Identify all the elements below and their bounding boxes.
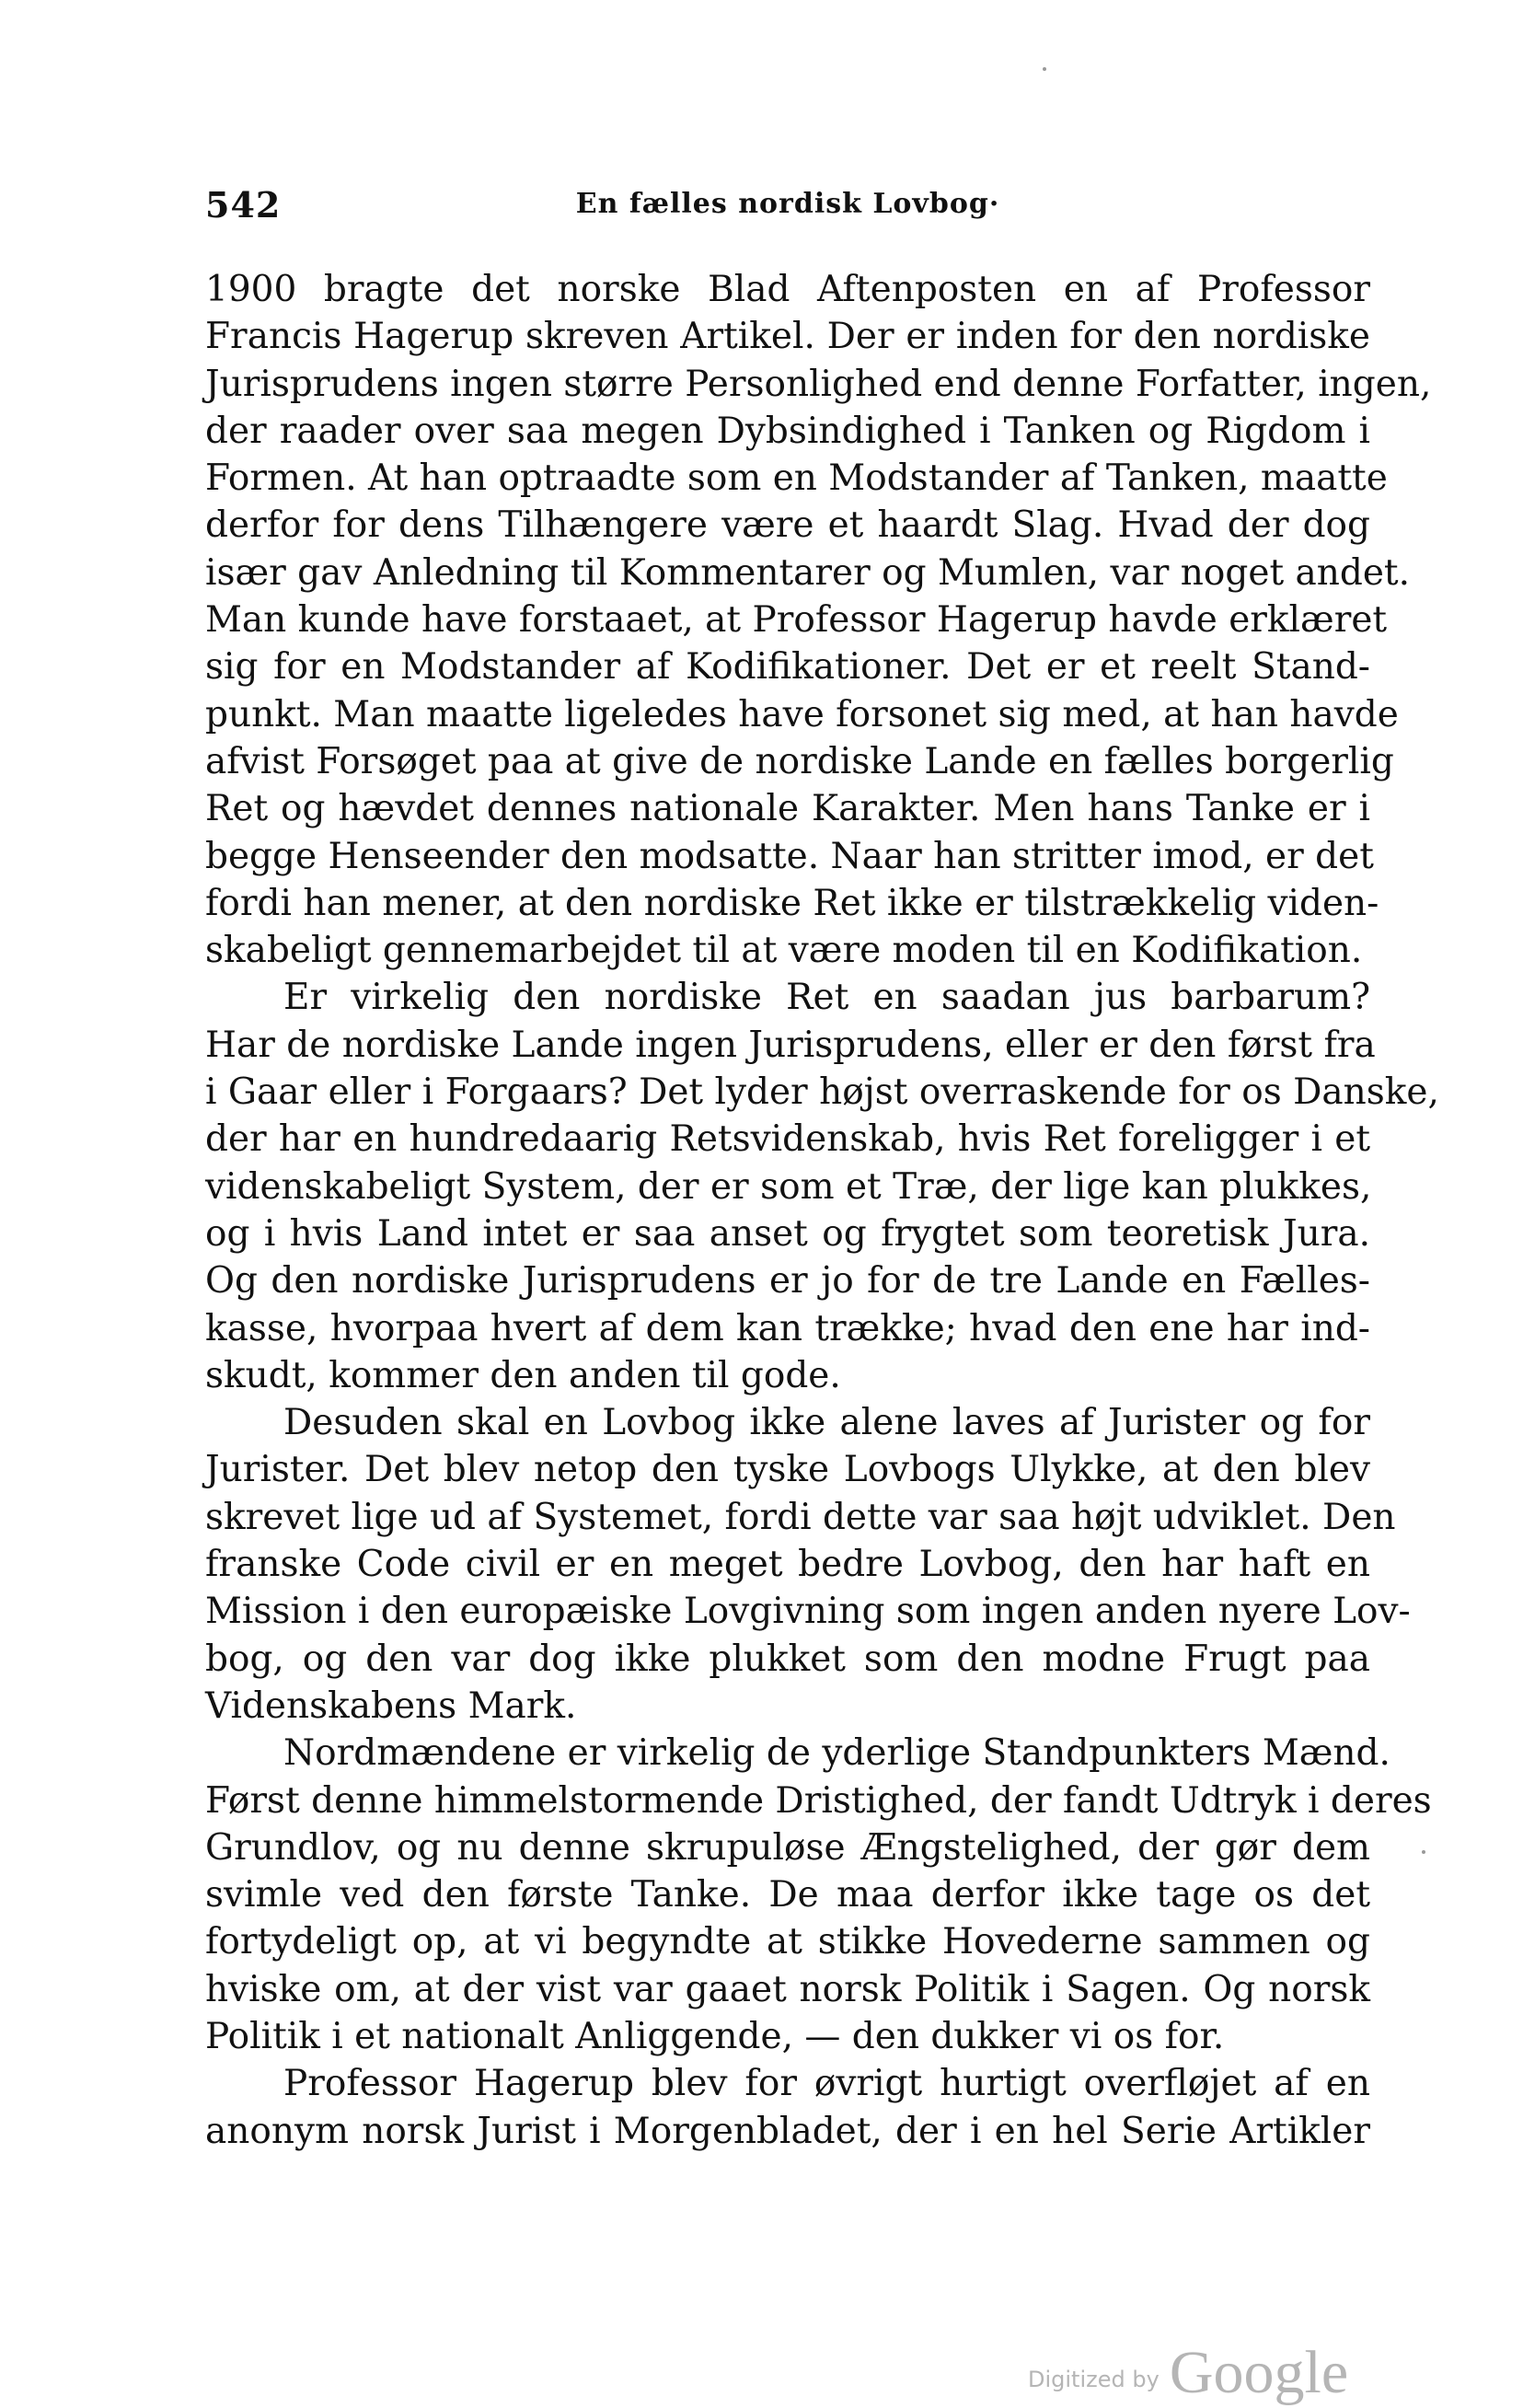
text-line: hviske om, at der vist var gaaet norsk Politik i Sagen. Og norsk [205, 1968, 1370, 2010]
watermark-prefix: Digitized by [1028, 2367, 1160, 2392]
text-line: franske Code civil er en meget bedre Lovbog, den har haft en [205, 1544, 1370, 1586]
text-line: derfor for dens Tilhængere være et haardt Slag. Hvad der dog [205, 504, 1370, 547]
text-line: begge Henseender den modsatte. Naar han stritter imod, er det [205, 835, 1374, 877]
page-number: 542 [205, 184, 282, 226]
text-line: Francis Hagerup skreven Artikel. Der er inden for den nordiske [205, 316, 1370, 358]
text-line: og i hvis Land intet er saa anset og frygtet som teoretisk Jura. [205, 1212, 1370, 1255]
text-line: der har en hundredaarig Retsvidenskab, hvis Ret foreligger i et [205, 1118, 1370, 1161]
text-line: punkt. Man maatte ligeledes have forsonet sig med, at han havde [205, 693, 1399, 735]
text-line: Nordmændene er virkelig de yderlige Standpunkters Mænd. [283, 1732, 1390, 1775]
page-header [205, 184, 1370, 239]
text-line: Formen. At han optraadte som en Modstander af Tanken, maatte [205, 457, 1388, 500]
text-line: Videnskabens Mark. [205, 1684, 577, 1727]
text-line: skabeligt gennemarbejdet til at være moden til en Kodifikation. [205, 930, 1363, 972]
text-line: Mission i den europæiske Lovgivning som ingen anden nyere Lov- [205, 1591, 1411, 1633]
text-line: Har de nordiske Lande ingen Jurisprudens, eller er den først fra [205, 1024, 1376, 1066]
text-line: afvist Forsøget paa at give de nordiske Lande en fælles borgerlig [205, 740, 1394, 782]
text-line: Jurisprudens ingen større Personlighed end denne Forfatter, ingen, [205, 363, 1432, 405]
body-text [205, 266, 1439, 2155]
text-line: kasse, hvorpaa hvert af dem kan trække; hvad den ene har ind- [205, 1307, 1370, 1349]
text-line: 1900 bragte det norske Blad Aftenposten en af Professor [205, 269, 1370, 310]
text-line: Ret og hævdet dennes nationale Karakter. Men hans Tanke er i [205, 788, 1370, 830]
scan-speck [1422, 1850, 1425, 1854]
text-line: Først denne himmelstormende Dristighed, der fandt Udtryk i deres [205, 1779, 1432, 1822]
text-line: Jurister. Det blev netop den tyske Lovbogs Ulykke, at den blev [205, 1449, 1370, 1491]
text-line: Professor Hagerup blev for øvrigt hurtigt overfløjet af en [283, 2063, 1370, 2105]
text-line: skudt, kommer den anden til gode. [205, 1354, 841, 1396]
text-line: Man kunde have forstaaet, at Professor Hagerup havde erklæret [205, 599, 1388, 642]
text-line: videnskabeligt System, der er som et Træ, der lige kan plukkes, [205, 1165, 1372, 1208]
running-title: En fælles nordisk Lovbog· [575, 188, 1000, 220]
text-line: svimle ved den første Tanke. De maa derfor ikke tage os det [205, 1874, 1370, 1916]
text-line: anonym norsk Jurist i Morgenbladet, der i en hel Serie Artikler [205, 2110, 1370, 2152]
text-line: skrevet lige ud af Systemet, fordi dette var saa højt udviklet. Den [205, 1496, 1396, 1538]
text-line: Politik i et nationalt Anliggende, — den dukker vi os for. [205, 2015, 1225, 2057]
text-line: især gav Anledning til Kommentarer og Mumlen, var noget andet. [205, 551, 1410, 594]
text-line: sig for en Modstander af Kodifikationer. Det er et reelt Stand- [205, 646, 1370, 689]
text-line: i Gaar eller i Forgaars? Det lyder højst overraskende for os Danske, [205, 1071, 1439, 1114]
text-line: fortydeligt op, at vi begyndte at stikke Hovederne sammen og [205, 1921, 1370, 1963]
text-line: der raader over saa megen Dybsindighed i Tanken og Rigdom i [205, 410, 1370, 452]
scan-speck [1043, 67, 1046, 71]
text-line: Er virkelig den nordiske Ret en saadan jus barbarum? [283, 977, 1370, 1019]
digitized-by-google-watermark [1028, 2338, 1348, 2408]
text-line: Desuden skal en Lovbog ikke alene laves af Jurister og for [283, 1402, 1370, 1444]
text-line: Og den nordiske Jurisprudens er jo for de tre Lande en Fælles- [205, 1260, 1370, 1302]
text-line: fordi han mener, at den nordiske Ret ikke er tilstrækkelig viden- [205, 882, 1379, 924]
google-logo: Google [1169, 2339, 1349, 2406]
text-line: Grundlov, og nu denne skrupuløse Ængstelighed, der gør dem [205, 1826, 1370, 1869]
text-line: bog, og den var dog ikke plukket som den modne Frugt paa [205, 1638, 1370, 1680]
